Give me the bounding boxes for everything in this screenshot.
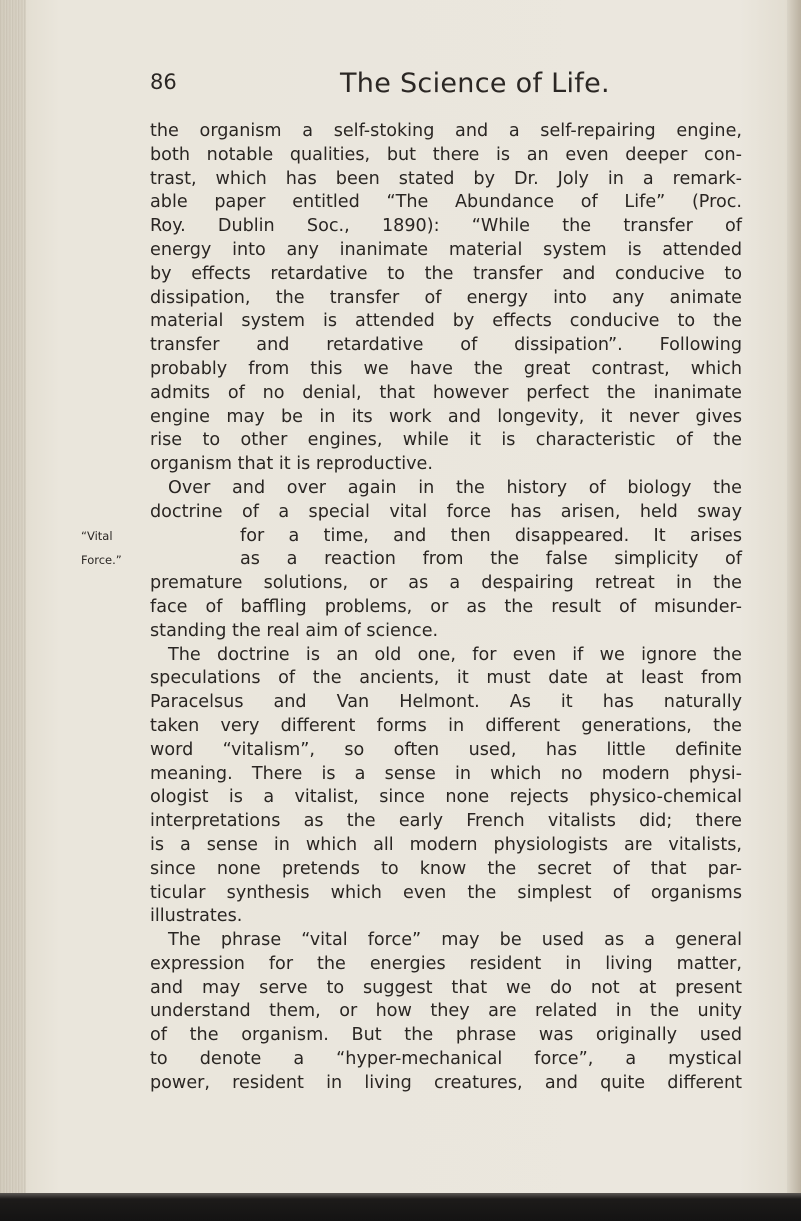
text-line: admits of no denial, that however perfect the inanimate: [150, 382, 742, 403]
text-line: speculations of the ancients, it must date at least from: [150, 668, 742, 689]
page-binding-edge: [0, 0, 26, 1221]
text-line: word “vitalism”, so often used, has little definite: [150, 739, 742, 760]
text-line: doctrine of a special vital force has arisen, held sway: [150, 501, 742, 522]
text-line: material system is attended by effects conducive to the: [150, 311, 742, 332]
text-line: by effects retardative to the transfer and conducive to: [150, 263, 742, 284]
text-line: probably from this we have the great contrast, which: [150, 358, 742, 379]
text-line: The phrase “vital force” may be used as a general: [168, 930, 742, 951]
text-line: understand them, or how they are related in the unity: [150, 1001, 742, 1022]
text-line: able paper entitled “The Abundance of Life” (Proc.: [150, 192, 742, 213]
text-line: the organism a self-stoking and a self-repairing engine,: [150, 121, 742, 141]
page-number: 86: [150, 70, 177, 94]
text-line: meaning. There is a sense in which no modern physi-: [150, 763, 742, 784]
running-title: The Science of Life.: [340, 68, 610, 99]
text-line: is a sense in which all modern physiologists are vitalists,: [150, 834, 742, 855]
text-line: rise to other engines, while it is characteristic of the: [150, 430, 742, 451]
text-line: organism that it is reproductive.: [150, 454, 433, 475]
text-line: engine may be in its work and longevity, it never gives: [150, 406, 742, 427]
page-header: [150, 70, 790, 110]
text-line: expression for the energies resident in living matter,: [150, 953, 742, 974]
body-text: [150, 120, 742, 1096]
text-line: to denote a “hyper-mechanical force”, a mystical: [150, 1049, 742, 1070]
margin-note-vital: “Vital: [81, 529, 113, 543]
bottom-scan-edge: [0, 1193, 801, 1221]
text-line: Roy. Dublin Soc., 1890): “While the transfer of: [150, 216, 742, 237]
text-line: ologist is a vitalist, since none rejects physico-chemical: [150, 787, 742, 808]
text-line: premature solutions, or as a despairing retreat in the: [150, 573, 742, 594]
text-line: face of baffling problems, or as the result of misunder-: [150, 596, 742, 617]
text-line: illustrates.: [150, 906, 243, 927]
text-line: of the organism. But the phrase was originally used: [150, 1025, 742, 1046]
text-line: as a reaction from the false simplicity of: [240, 549, 742, 570]
text-line: Paracelsus and Van Helmont. As it has naturally: [150, 692, 742, 713]
text-line: The doctrine is an old one, for even if we ignore the: [168, 644, 742, 665]
page-right-edge: [787, 0, 801, 1221]
text-line: taken very different forms in different generations, the: [150, 715, 742, 736]
text-line: ticular synthesis which even the simplest of organisms: [150, 882, 742, 903]
text-line: energy into any inanimate material system is attended: [150, 239, 742, 260]
text-line: Over and over again in the history of biology the: [168, 477, 742, 498]
text-line: transfer and retardative of dissipation”. Following: [150, 335, 742, 356]
margin-note-force: Force.”: [81, 553, 122, 567]
text-line: dissipation, the transfer of energy into any animate: [150, 287, 742, 308]
text-line: power, resident in living creatures, and quite different: [150, 1072, 742, 1093]
text-line: trast, which has been stated by Dr. Joly in a remark-: [150, 168, 742, 189]
text-line: interpretations as the early French vitalists did; there: [150, 811, 742, 832]
text-line: for a time, and then disappeared. It arises: [240, 525, 742, 546]
text-line: and may serve to suggest that we do not at present: [150, 977, 742, 998]
text-line: since none pretends to know the secret of that par-: [150, 858, 742, 879]
text-line: standing the real aim of science.: [150, 620, 439, 641]
text-line: both notable qualities, but there is an even deeper con-: [150, 144, 742, 165]
